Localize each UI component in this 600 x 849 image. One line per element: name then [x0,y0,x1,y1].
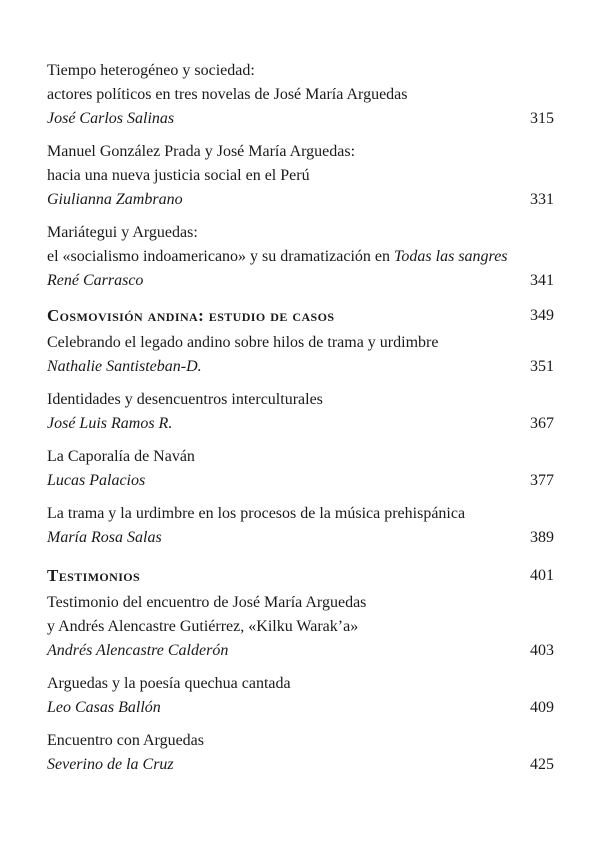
page-number: 425 [530,756,554,773]
section-heading[interactable] [47,564,554,588]
entry-title [47,245,554,269]
toc-entry[interactable] [47,672,554,720]
section-heading[interactable] [47,304,554,328]
page-number: 315 [530,110,554,127]
entry-title: La Caporalía de Naván [47,448,195,465]
page-number: 403 [530,642,554,659]
entry-author: Lucas Palacios [47,472,146,489]
page-number: 331 [530,191,554,208]
toc-entry[interactable] [47,140,554,212]
entry-title: Tiempo heterogéneo y sociedad: [47,62,255,79]
entry-title: hacia una nueva justicia social en el Perú [47,167,310,184]
entry-title-text: el «socialismo indoamericano» y su dramatización en [47,248,394,265]
entry-title-italic: Todas las sangres [394,248,508,265]
entry-title: Arguedas y la poesía quechua cantada [47,675,291,692]
toc-entry[interactable] [47,591,554,663]
page-number: 351 [530,358,554,375]
entry-title: Encuentro con Arguedas [47,732,204,749]
toc-entry[interactable] [47,729,554,777]
toc-entry[interactable] [47,502,554,550]
entry-author: Giulianna Zambrano [47,191,183,208]
entry-title: Celebrando el legado andino sobre hilos de trama y urdimbre [47,334,439,351]
page-number: 377 [530,472,554,489]
entry-author: José Carlos Salinas [47,110,175,127]
table-of-contents [47,59,554,786]
section-title: Cosmovisión andina: estudio de casos [47,306,335,325]
page-number: 389 [530,529,554,546]
page-number: 367 [530,415,554,432]
entry-title: La trama y la urdimbre en los procesos de la música prehispánica [47,505,466,522]
entry-author: Severino de la Cruz [47,756,174,773]
entry-title: Manuel González Prada y José María Arguedas: [47,143,356,160]
entry-title: Mariátegui y Arguedas: [47,224,198,241]
page-number: 341 [530,272,554,289]
entry-title: actores políticos en tres novelas de José María Arguedas [47,86,408,103]
toc-entry[interactable] [47,445,554,493]
entry-title: Identidades y desencuentros interculturales [47,391,323,408]
section-title: Testimonios [47,566,141,585]
entry-author: Leo Casas Ballón [47,699,161,716]
entry-author: René Carrasco [47,272,144,289]
page-number: 401 [530,567,554,584]
toc-entry[interactable] [47,331,554,379]
toc-entry[interactable] [47,221,554,293]
toc-entry[interactable] [47,388,554,436]
entry-title: Testimonio del encuentro de José María Arguedas [47,594,367,611]
entry-author: Andrés Alencastre Calderón [47,642,229,659]
entry-author: María Rosa Salas [47,529,162,546]
entry-author: José Luis Ramos R. [47,415,173,432]
entry-author: Nathalie Santisteban-D. [47,358,202,375]
page-number: 409 [530,699,554,716]
entry-title: y Andrés Alencastre Gutiérrez, «Kilku Warak’a» [47,618,359,635]
page-number: 349 [530,307,554,324]
toc-entry[interactable] [47,59,554,131]
